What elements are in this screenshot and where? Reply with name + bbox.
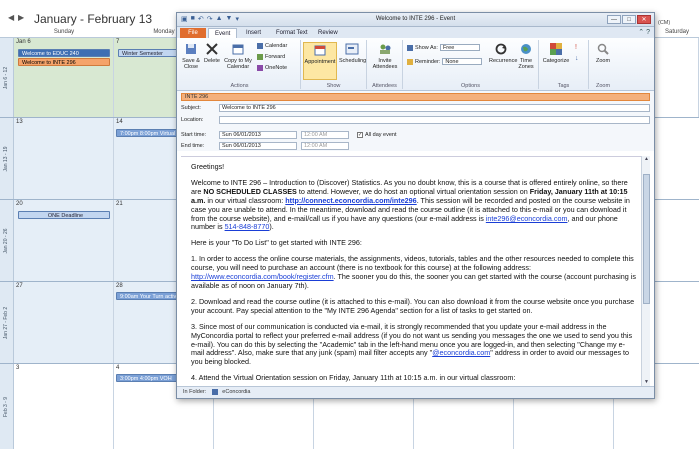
register-link[interactable]: http://www.econcordia.com/book/register.cfm <box>191 272 334 282</box>
dow-monday: Monday <box>153 29 175 35</box>
window-controls <box>607 15 651 24</box>
ribbon <box>177 38 654 91</box>
paragraph-step-1: 1. In order to access the online course materials, the assignments, videos, tutorials, tables and the other resources needed to complete this course, you will need to purchase an account (there is no textbook for this course) at the following address: http://www.econcordia.com/book/register.cfm. The sooner you do this, the sooner you can get started with the course (account purchasing is available as of noon on January 7th). <box>191 254 636 290</box>
subject-label: Subject: <box>181 105 201 111</box>
outlook-icon[interactable]: ▣ <box>181 16 188 23</box>
paragraph-step-3: 3. Since most of our communication is conducted via e-mail, it is strongly recommended that you update your e-mail address in the MyConcordia portal to reflect your preferred e-mail address (if you do not want us sending you messages the one we used to send you this e-mail). You can do this by selecting the "Academic" tab in the left-hand menu once you are logged-in, and then selecting "Change my e-mail address". Also, make sure that any junk (spam) mail filter accepts any "@econcordia.com" address in order to avoid our messages to you being blocked. <box>191 321 633 367</box>
forward-icon <box>257 54 263 60</box>
week-label: Jan 20 - 26 <box>0 200 14 281</box>
scheduling-button[interactable]: Scheduling <box>339 42 365 64</box>
categorize-icon <box>549 42 563 56</box>
group-actions <box>179 40 301 89</box>
tab-format-text[interactable]: Format Text <box>276 30 308 36</box>
day-cell[interactable] <box>14 118 114 199</box>
window-titlebar <box>177 13 654 27</box>
copy-to-calendar-button[interactable]: Copy to My Calendar <box>223 42 253 70</box>
folder-label: In Folder: <box>183 389 207 395</box>
group-label: Attendees <box>372 83 397 89</box>
event-one-deadline[interactable]: ONE Deadline <box>18 211 110 219</box>
event-virtual[interactable]: 7:00pm 8:00pm Virtual <box>116 129 214 137</box>
vertical-scrollbar[interactable] <box>641 156 650 386</box>
group-zoom <box>589 40 617 89</box>
scheduling-icon <box>345 42 359 56</box>
redo-icon[interactable]: ↷ <box>206 16 213 23</box>
tab-insert[interactable]: Insert <box>246 30 262 36</box>
day-cell[interactable] <box>14 282 114 363</box>
folder-name: eConcordia <box>222 389 251 395</box>
magnifier-icon <box>596 42 610 56</box>
group-label: Tags <box>557 83 570 89</box>
day-number: 3 <box>16 365 20 371</box>
scroll-thumb[interactable] <box>643 174 650 304</box>
event-educ[interactable]: Welcome to EDUC 240 <box>18 49 110 57</box>
greeting: Greetings! <box>191 162 225 171</box>
ribbon-tabs <box>177 27 654 38</box>
week-label: Jan 6 - 12 <box>0 38 14 117</box>
group-show <box>301 40 367 89</box>
show-as-icon <box>407 45 413 51</box>
recurrence-icon <box>494 42 508 56</box>
econcordia-link[interactable]: @econcordia.com <box>432 348 491 358</box>
prev-arrow-icon[interactable]: ◀ <box>8 13 15 22</box>
reminder-control[interactable]: Reminder: None <box>407 58 482 65</box>
reminder-icon <box>407 59 413 65</box>
onenote-icon <box>257 65 263 71</box>
day-number: 14 <box>116 119 123 125</box>
week-label: Jan 27 - Feb 2 <box>0 282 14 363</box>
day-number: 28 <box>116 283 123 289</box>
importance-low-icon[interactable]: ↓ <box>575 55 579 62</box>
maximize-button[interactable]: □ <box>622 15 636 24</box>
calendar-icon <box>257 43 263 49</box>
calendar-button[interactable]: Calendar <box>257 43 287 49</box>
end-date-input[interactable]: Sun 06/01/2013 <box>219 142 297 150</box>
location-label: Location: <box>181 117 204 123</box>
save-close-icon <box>184 42 198 56</box>
tab-review[interactable]: Review <box>318 30 338 36</box>
delete-icon <box>205 42 219 56</box>
show-as-select[interactable]: Free <box>440 44 480 51</box>
paragraph-step-2: 2. Download and read the course outline (it is attached to this e-mail). You can also download it from the course website once you purchase your account. Pay special attention to the "My INTE 296 Agenda" section for a list of tasks to get started on. <box>191 296 635 315</box>
dow-saturday: Saturday <box>664 29 689 35</box>
paragraph-step-4: 4. Attend the Virtual Orientation session on Friday, January 11th at 10:15 a.m. in our virtual classroom: <box>191 373 516 383</box>
day-number: 27 <box>16 283 23 289</box>
group-tags <box>539 40 589 89</box>
group-label: Options <box>461 83 480 89</box>
save-icon[interactable]: ■ <box>190 15 195 22</box>
time-zones-button[interactable]: Time Zones <box>515 42 537 70</box>
calendar-copy-icon <box>231 42 245 56</box>
start-time-label: Start time: <box>181 132 207 138</box>
invite-attendees-button[interactable]: Invite Attendees <box>369 42 401 70</box>
event-winter[interactable]: Winter Semester <box>118 49 214 57</box>
event-turn[interactable]: 9:00am Your Turn activ <box>116 292 214 300</box>
group-label: Zoom <box>595 83 611 89</box>
day-number: 21 <box>116 201 123 207</box>
tab-file[interactable]: File <box>180 28 206 38</box>
phone-link[interactable]: 514-848-8770 <box>224 222 270 232</box>
cm-label: (CM) <box>658 20 671 26</box>
day-cell[interactable] <box>14 364 114 449</box>
show-as-control[interactable]: Show As: Free <box>407 44 480 51</box>
save-close-button[interactable]: Save & Close <box>181 42 201 70</box>
end-time-label: End time: <box>181 143 205 149</box>
day-number: Jan 6 <box>16 39 31 45</box>
day-number: 4 <box>116 365 120 371</box>
info-bar: INTE 296 <box>181 93 650 101</box>
day-cell[interactable] <box>14 200 114 281</box>
tab-event[interactable]: Event <box>208 28 237 38</box>
group-label: Actions <box>230 83 249 89</box>
scroll-up-icon[interactable]: ▲ <box>644 156 649 162</box>
email-link[interactable]: inte296@econcordia.com <box>485 213 568 223</box>
importance-high-icon[interactable]: ! <box>575 44 577 51</box>
subject-input[interactable]: Welcome to INTE 296 <box>219 104 650 112</box>
day-cell[interactable] <box>14 38 114 117</box>
week-label: Feb 3 - 9 <box>0 364 14 449</box>
recurrence-button[interactable]: Recurrence <box>489 42 513 64</box>
all-day-checkbox[interactable]: ✓ All day event <box>358 132 397 138</box>
day-number: 7 <box>116 39 120 45</box>
event-form <box>177 91 654 151</box>
minimize-button[interactable]: — <box>607 15 621 24</box>
calendar-title: January - February 13 <box>34 12 153 26</box>
day-cell[interactable] <box>655 38 699 117</box>
appointment-button[interactable]: Appointment <box>303 42 337 80</box>
group-attendees <box>367 40 403 89</box>
globe-icon <box>519 42 533 56</box>
customize-icon[interactable]: ▾ <box>235 16 239 23</box>
delete-button[interactable]: Delete <box>203 42 221 64</box>
down-arrow-icon[interactable]: ▼ <box>225 15 233 22</box>
checkbox-checked-icon: ✓ <box>358 132 363 138</box>
start-time-input[interactable]: 12:00 AM <box>301 131 349 139</box>
help-icon[interactable]: ⌃ ? <box>638 29 650 36</box>
undo-icon[interactable]: ↶ <box>197 16 204 23</box>
next-arrow-icon[interactable]: ▶ <box>18 13 25 22</box>
up-arrow-icon[interactable]: ▲ <box>215 15 223 22</box>
reminder-select[interactable]: None <box>442 58 482 65</box>
paragraph-welcome: Welcome to INTE 296 – Introduction to (Discover) Statistics. As you no doubt know, this is a course that is offered entirely online, so there are NO SCHEDULED CLASSES to attend. However, we do host an optional virtual orientation session on Friday, January 11th at 10:15 a.m. in our virtual classroom: http://connect.econcordia.com/inte296. This session will be recorded and posted on the course website in case you are unable to attend. In the meantime, download and read the course outline (it is attached to this e-mail or you can download it from the course website), and e-mail/call us if you have any questions (our e-mail address is inte296@econcordia.com, and our phone number is 514-848-8770). <box>191 177 630 232</box>
week-label: Jan 13 - 19 <box>0 118 14 199</box>
day-number: 13 <box>16 119 23 125</box>
forward-button[interactable]: Forward <box>257 54 285 60</box>
zoom-button[interactable]: Zoom <box>591 42 615 64</box>
folder-icon <box>212 389 218 395</box>
close-button[interactable]: ✕ <box>637 15 651 24</box>
categorize-button[interactable]: Categorize <box>541 42 571 64</box>
appointment-icon <box>313 43 327 57</box>
event-inte[interactable]: Welcome to INTE 296 <box>18 58 110 66</box>
status-bar <box>177 386 654 398</box>
start-date-input[interactable]: Sun 06/01/2013 <box>219 131 297 139</box>
message-body[interactable] <box>181 156 642 386</box>
onenote-button[interactable]: OneNote <box>257 65 287 71</box>
event-window <box>176 12 655 399</box>
group-label: Show <box>326 83 341 89</box>
location-input[interactable] <box>219 116 650 124</box>
paragraph-todo-intro: Here is your "To Do List" to get started with INTE 296: <box>191 238 362 248</box>
end-time-input[interactable]: 12:00 AM <box>301 142 349 150</box>
event-voh[interactable]: 3:00pm 4:00pm VOH <box>116 374 214 382</box>
group-options <box>403 40 539 89</box>
dow-sunday: Sunday <box>53 29 75 35</box>
classroom-link[interactable]: http://connect.econcordia.com/inte296 <box>285 195 417 205</box>
window-title: Welcome to INTE 296 - Event <box>375 16 456 22</box>
invite-attendees-icon <box>378 42 392 56</box>
day-number: 20 <box>16 201 23 207</box>
scroll-down-icon[interactable]: ▼ <box>644 379 649 385</box>
